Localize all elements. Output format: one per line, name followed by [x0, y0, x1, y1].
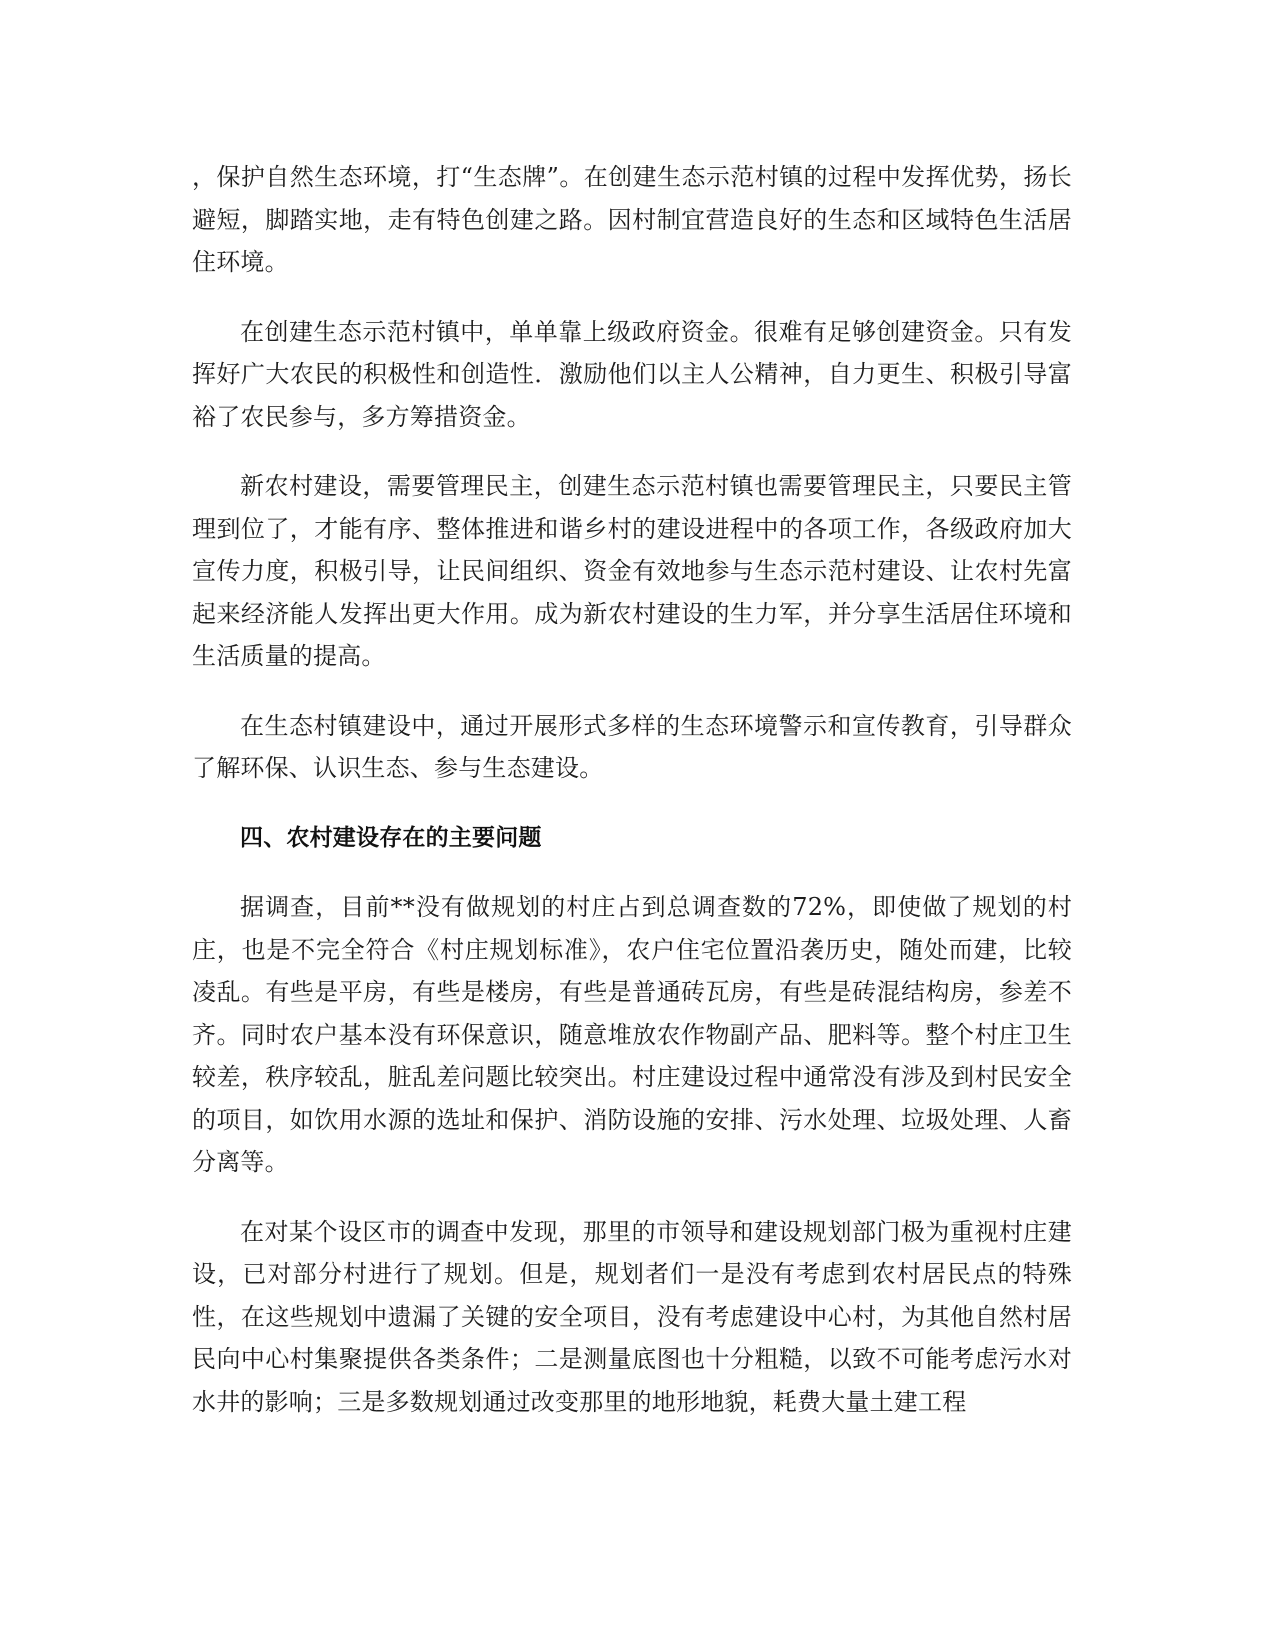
paragraph-city-survey: 在对某个设区市的调查中发现，那里的市领导和建设规划部门极为重视村庄建设，已对部分村进行了规划。但是，规划者们一是没有考虑到农村居民点的特殊性，在这些规划中遗漏了关键的安全项目，没有考虑建设中心村，为其他自然村居民向中心村集聚提供各类条件；二是测量底图也十分粗糙，以致不可能考虑污水对水井的影响；三是多数规划通过改变那里的地形地貌，耗费大量土建工程: [192, 1217, 1072, 1416]
section-heading: 四、农村建设存在的主要问题: [240, 824, 542, 851]
document-body: [192, 156, 1072, 1450]
paragraph-survey: 据调查，目前**没有做规划的村庄占到总调查数的72%，即使做了规划的村庄，也是不完全符合《村庄规划标准》，农户住宅位置沿袭历史，随处而建，比较凌乱。有些是平房，有些是楼房，有些是普通砖瓦房，有些是砖混结构房，参差不齐。同时农户基本没有环保意识，随意堆放农作物副产品、肥料等。整个村庄卫生较差，秩序较乱，脏乱差问题比较突出。村庄建设过程中通常没有涉及到村民安全的项目，如饮用水源的选址和保护、消防设施的安排、污水处理、垃圾处理、人畜分离等。: [192, 893, 1072, 1176]
paragraph-funding: 在创建生态示范村镇中，单单靠上级政府资金。很难有足够创建资金。只有发挥好广大农民的积极性和创造性．激励他们以主人公精神，自力更生、积极引导富裕了农民参与，多方筹措资金。: [192, 317, 1072, 431]
paragraph-management: 新农村建设，需要管理民主，创建生态示范村镇也需要管理民主，只要民主管理到位了，才能有序、整体推进和谐乡村的建设进程中的各项工作，各级政府加大宣传力度，积极引导，让民间组织、资金有效地参与生态示范村建设、让农村先富起来经济能人发挥出更大作用。成为新农村建设的生力军，并分享生活居住环境和生活质量的提高。: [192, 472, 1072, 670]
paragraph-education: 在生态村镇建设中，通过开展形式多样的生态环境警示和宣传教育，引导群众了解环保、认识生态、参与生态建设。: [192, 711, 1072, 782]
paragraph-continuation: ，保护自然生态环境，打“生态牌”。在创建生态示范村镇的过程中发挥优势，扬长避短，脚踏实地，走有特色创建之路。因村制宜营造良好的生态和区域特色生活居住环境。: [192, 163, 1072, 276]
